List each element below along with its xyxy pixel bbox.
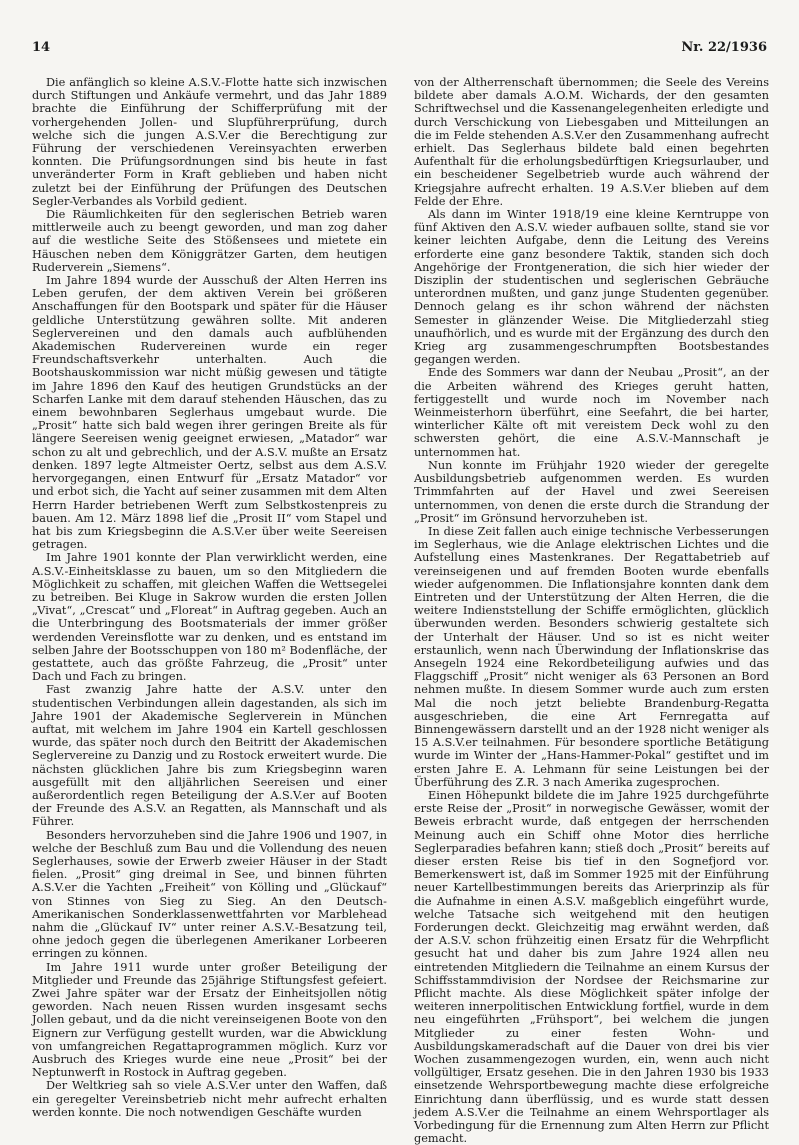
paragraph: Nun konnte im Frühjahr 1920 wieder der geregelte Ausbildungsbetrieb aufgenommen werden. Es wurden Trimmfahrten auf der Havel und zwei Seereisen unternommen, von denen die erste durch die Strandung der „Prosit“ im Grönsund hervorzuheben ist. — [414, 458, 769, 525]
paragraph: In diese Zeit fallen auch einige technische Verbesserungen im Seglerhaus, wie die Anlage elektrischen Lichtes und die Aufstellung eines Mastenkranes. Der Regattabetrieb auf vereinseigenen und auf fremden Booten wurde ebenfalls wieder aufgenommen. Die Inflationsjahre konnten dank dem Eintreten und der Unterstützung der Alten Herren, die die weitere Indienststellung der Schiffe ermöglichten, glücklich überwunden werden. Besonders schwierig gestaltete sich der Unterhalt der Häuser. Und so ist es nicht weiter erstaunlich, wenn nach Überwindung der Inflationskrise das Ansegeln 1924 eine Rekordbeteiligung aufwies und das Flaggschiff „Prosit“ nicht weniger als 63 Personen an Bord nehmen mußte. In diesem Sommer wurde auch zum ersten Mal die noch jetzt beliebte Brandenburg-Regatta ausgeschrieben, die eine Art Fernregatta auf Binnengewässern darstellt und an der 1928 nicht weniger als 15 A.S.V.er teilnahmen. Für besondere sportliche Betätigung wurde im Winter der „Hans-Hammer-Pokal“ gestiftet und im ersten Jahre E. A. Lehmann für seine Leistungen bei der Überführung des Z.R. 3 nach Amerika zugesprochen. — [414, 524, 769, 789]
paragraph: Besonders hervorzuheben sind die Jahre 1906 und 1907, in welche der Beschluß zum Bau und die Vollendung des neuen Seglerhauses, sowie der Erwerb zweier Häuser in der Stadt fielen. „Prosit“ ging dreimal in See, und binnen führten A.S.V.er die Yachten „Freiheit“ von Kölling und „Glückauf“ von Stinnes von Sieg zu Sieg. An den Deutsch-Amerikanischen Sonderklassenwettfahrten vor Marblehead nahm die „Glückauf IV“ unter reiner A.S.V.-Besatzung teil, ohne jedoch gegen die überlegenen Amerikaner Lorbeeren erringen zu können. — [32, 828, 387, 961]
paragraph: Die anfänglich so kleine A.S.V.-Flotte hatte sich inzwischen durch Stiftungen und Ankäufe vermehrt, und das Jahr 1889 brachte die Einführung der Schifferprüfung mit der vorhergehenden Jollen- und Slupführerprüfung, durch welche sich die jungen A.S.V.er die Berechtigung zur Führung der verschiedenen Vereinsyachten erwerben konnten. Die Prüfungsordnungen sind bis heute in fast unveränderter Form in Kraft geblieben und haben nicht zuletzt bei der Einführung der Prüfungen des Deutschen Segler-Verbandes als Vorbild gedient. — [32, 76, 387, 208]
paragraph: Als dann im Winter 1918/19 eine kleine Kerntruppe von fünf Aktiven den A.S.V. wieder aufbauen sollte, stand sie vor keiner leichten Aufgabe, denn die Leitung des Vereins erforderte eine ganz besondere Taktik, standen sich doch Angehörige der Frontgeneration, die sich hier wieder der Disziplin der studentischen und seglerischen Gebräuche unterordnen mußten, und ganz junge Studenten gegenüber. Dennoch gelang es ihr schon während der nächsten Semester in glänzender Weise. Die Mitgliederzahl stieg unaufhörlich, und es wurde mit der Ergänzung des durch den Krieg arg zusammengeschrumpften Bootsbestandes gegangen werden. — [414, 208, 769, 367]
paragraph: Die Räumlichkeiten für den seglerischen Betrieb waren mittlerweile auch zu beengt geworden, und man zog daher auf die westliche Seite des Stößensees und mietete ein Häuschen neben dem Königgrätzer Garten, dem heutigen Ruderverein „Siemens“. — [32, 208, 387, 274]
issue-number: Nr. 22/1936 — [681, 40, 767, 55]
page-number: 14 — [32, 40, 51, 55]
paragraph: Der Weltkrieg sah so viele A.S.V.er unter den Waffen, daß ein geregelter Vereinsbetrieb nicht mehr aufrecht erhalten werden konnte. Die noch notwendigen Geschäfte wurden — [32, 1079, 387, 1119]
paragraph: von der Altherrenschaft übernommen; die Seele des Vereins bildete aber damals A.O.M. Wichards, der den gesamten Schriftwechsel und die Kassenangelegenheiten erledigte und durch Verschickung von Liebesgaben und Mitteilungen an die im Felde stehenden A.S.V.er den Zusammenhang aufrecht erhielt. Das Seglerhaus bildete bald einen begehrten Aufenthalt für die erholungsbedürftigen Kriegsurlauber, und ein bescheidener Segelbetrieb wurde auch während der Kriegsjahre aufrecht erhalten. 19 A.S.V.er blieben auf dem Felde der Ehre. — [414, 76, 769, 208]
text-column-left — [32, 76, 387, 1119]
paragraph: Fast zwanzig Jahre hatte der A.S.V. unter den studentischen Verbindungen allein dagestanden, als sich im Jahre 1901 der Akademische Seglerverein in München auftat, mit welchem im Jahre 1904 ein Kartell geschlossen wurde, das später noch durch den Beitritt der Akademischen Seglervereine zu Danzig und zu Rostock erweitert wurde. Die nächsten glücklichen Jahre bis zum Kriegsbeginn waren ausgefüllt mit den alljährlichen Seereisen und einer außerordentlich regen Beteiligung der A.S.V.er auf Booten der Freunde des A.S.V. an Regatten, als Mannschaft und als Führer. — [32, 683, 387, 829]
paragraph: Im Jahre 1911 wurde unter großer Beteiligung der Mitglieder und Freunde das 25jährige Stiftungsfest gefeiert. Zwei Jahre später war der Ersatz der Einheitsjollen nötig geworden. Nach neuen Rissen wurden insgesamt sechs Jollen gebaut, und da die nicht vereinseigenen Boote von den Eignern zur Verfügung gestellt wurden, war die Abwicklung von umfangreichen Regattaprogrammen möglich. Kurz vor Ausbruch des Krieges wurde eine neue „Prosit“ bei der Neptunwerft in Rostock in Auftrag gegeben. — [32, 960, 387, 1080]
text-column-right — [414, 76, 769, 1145]
paragraph: Ende des Sommers war dann der Neubau „Prosit“, an der die Arbeiten während des Krieges geruht hatten, fertiggestellt und wurde noch im November nach Weinmeisterhorn überführt, eine Seefahrt, die bei harter, winterlicher Kälte oft mit vereistem Deck wohl zu den schwersten gehört, die eine A.S.V.-Mannschaft je unternommen hat. — [414, 366, 769, 459]
paragraph: Einen Höhepunkt bildete die im Jahre 1925 durchgeführte erste Reise der „Prosit“ in norwegische Gewässer, womit der Beweis erbracht wurde, daß entgegen der herrschenden Meinung auch ein Schiff ohne Motor dies herrliche Seglerparadies befahren kann; stieß doch „Prosit“ bereits auf dieser ersten Reise bis tief in den Sognefjord vor. Bemerkenswert ist, daß im Sommer 1925 mit der Einführung neuer Kartellbestimmungen bereits das Arierprinzip als für die Aufnahme in einen A.S.V. maßgeblich eingeführt wurde, welche Tatsache sich weitgehend mit den heutigen Forderungen deckt. Gleichzeitig mag erwähnt werden, daß der A.S.V. schon frühzeitig einen Ersatz für die Wehrpflicht gesucht hat und daher bis zum Jahre 1924 allen neu eintretenden Mitgliedern die Teilnahme an einem Kursus der Schiffsstammdivision der Nordsee der Reichsmarine zur Pflicht machte. Als diese Möglichkeit später infolge der weiteren innerpolitischen Entwicklung fortfiel, wurde in dem neu eingeführten „Frühsport“, bei welchem die jungen Mitglieder zu einer festen Wohn- und Ausbildungskameradschaft auf die Dauer von drei bis vier Wochen zusammengezogen wurden, ein, wenn auch nicht vollgültiger, Ersatz gesehen. Die in den Jahren 1930 bis 1933 einsetzende Wehrsportbewegung machte diese erfolgreiche Einrichtung dann überflüssig, und es wurde statt dessen jedem A.S.V.er die Teilnahme an einem Wehrsportlager als Vorbedingung für die Ernennung zum Alten Herrn zur Pflicht gemacht. — [414, 788, 769, 1145]
paragraph: Im Jahre 1901 konnte der Plan verwirklicht werden, eine A.S.V.-Einheitsklasse zu bauen, um so den Mitgliedern die Möglichkeit zu schaffen, mit gleichen Waffen die Wettsegelei zu betreiben. Bei Kluge in Sakrow wurden die ersten Jollen „Vivat“, „Crescat“ und „Floreat“ in Auftrag gegeben. Auch an die Unterbringung des Bootsmaterials der immer größer werdenden Vereinsflotte war zu denken, und es entstand im selben Jahre der Bootsschuppen von 180 m² Bodenfläche, der gestattete, auch das größte Fahrzeug, die „Prosit“ unter Dach und Fach zu bringen. — [32, 551, 387, 684]
paragraph: Im Jahre 1894 wurde der Ausschuß der Alten Herren ins Leben gerufen, der dem aktiven Verein bei größeren Anschaffungen für den Bootspark und später für die Häuser geldliche Unterstützung gewähren sollte. Mit anderen Seglervereinen und den damals auch aufblühenden Akademischen Rudervereinen wurde ein reger Freundschaftsverkehr unterhalten. Auch die Bootshauskommission war nicht müßig gewesen und tätigte im Jahre 1896 den Kauf des heutigen Grundstücks an der Scharfen Lanke mit dem darauf stehenden Häuschen, das zu einem bewohnbaren Seglerhaus umgebaut wurde. Die „Prosit“ hatte sich bald wegen ihrer geringen Breite als für längere Seereisen wenig geeignet erwiesen, „Matador“ war schon zu alt und gebrechlich, und der A.S.V. mußte an Ersatz denken. 1897 legte Altmeister Oertz, selbst aus dem A.S.V. hervorgegangen, einen Entwurf für „Ersatz Matador“ vor und erbot sich, die Yacht auf seiner zusammen mit dem Alten Herrn Harder betriebenen Werft zum Selbstkostenpreis zu bauen. Am 12. März 1898 lief die „Prosit II“ vom Stapel und hat bis zum Kriegsbeginn die A.S.V.er über weite Seereisen getragen. — [32, 274, 387, 552]
